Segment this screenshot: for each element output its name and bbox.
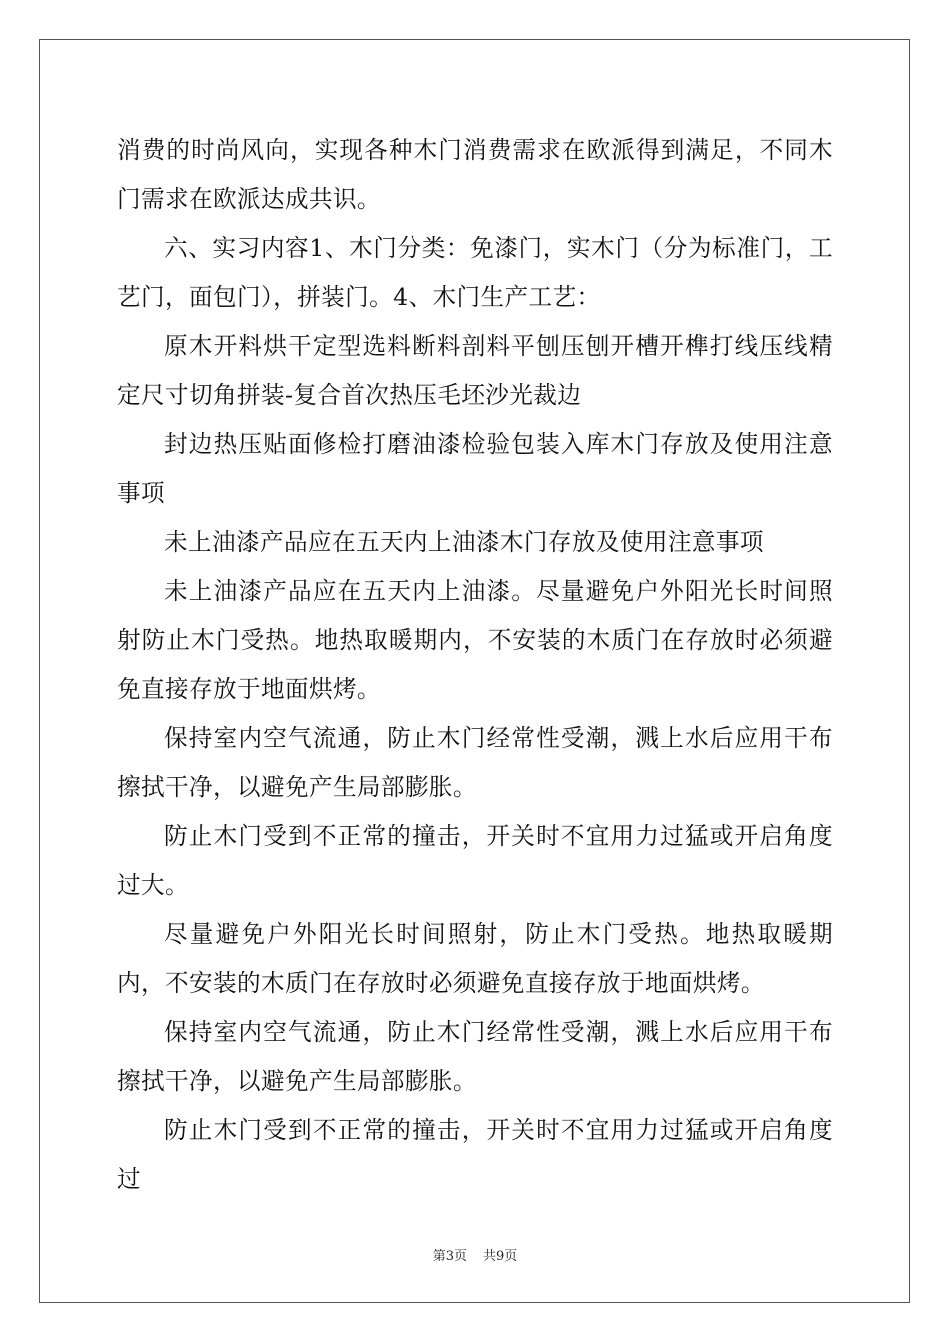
document-body [117, 126, 833, 1204]
page-total: 共9页 [483, 1249, 518, 1264]
paragraph: 消费的时尚风向，实现各种木门消费需求在欧派得到满足，不同木门需求在欧派达成共识。 [117, 136, 833, 213]
paragraph: 保持室内空气流通，防止木门经常性受潮，溅上水后应用干布擦拭干净，以避免产生局部膨胀。 [117, 1018, 833, 1095]
paragraph: 保持室内空气流通，防止木门经常性受潮，溅上水后应用干布擦拭干净，以避免产生局部膨胀。 [117, 724, 833, 801]
paragraph: 未上油漆产品应在五天内上油漆。尽量避免户外阳光长时间照射防止木门受热。地热取暖期内，不安装的木质门在存放时必须避免直接存放于地面烘烤。 [117, 577, 833, 703]
paragraph: 未上油漆产品应在五天内上油漆木门存放及使用注意事项 [164, 528, 764, 556]
page-footer [0, 1245, 950, 1264]
paragraph: 封边热压贴面修检打磨油漆检验包装入库木门存放及使用注意事项 [117, 430, 833, 507]
paragraph: 防止木门受到不正常的撞击，开关时不宜用力过猛或开启角度过大。 [117, 822, 833, 899]
paragraph: 原木开料烘干定型选料断料剖料平刨压刨开槽开榫打线压线精定尺寸切角拼装-复合首次热压毛坯沙光裁边 [117, 332, 833, 409]
paragraph: 防止木门受到不正常的撞击，开关时不宜用力过猛或开启角度过 [117, 1116, 833, 1193]
paragraph: 六、实习内容1、木门分类：免漆门，实木门（分为标准门，工艺门，面包门），拼装门。4、木门生产工艺： [117, 234, 833, 311]
paragraph: 尽量避免户外阳光长时间照射，防止木门受热。地热取暖期内，不安装的木质门在存放时必须避免直接存放于地面烘烤。 [117, 920, 833, 997]
page-number: 第3页 [432, 1249, 467, 1264]
